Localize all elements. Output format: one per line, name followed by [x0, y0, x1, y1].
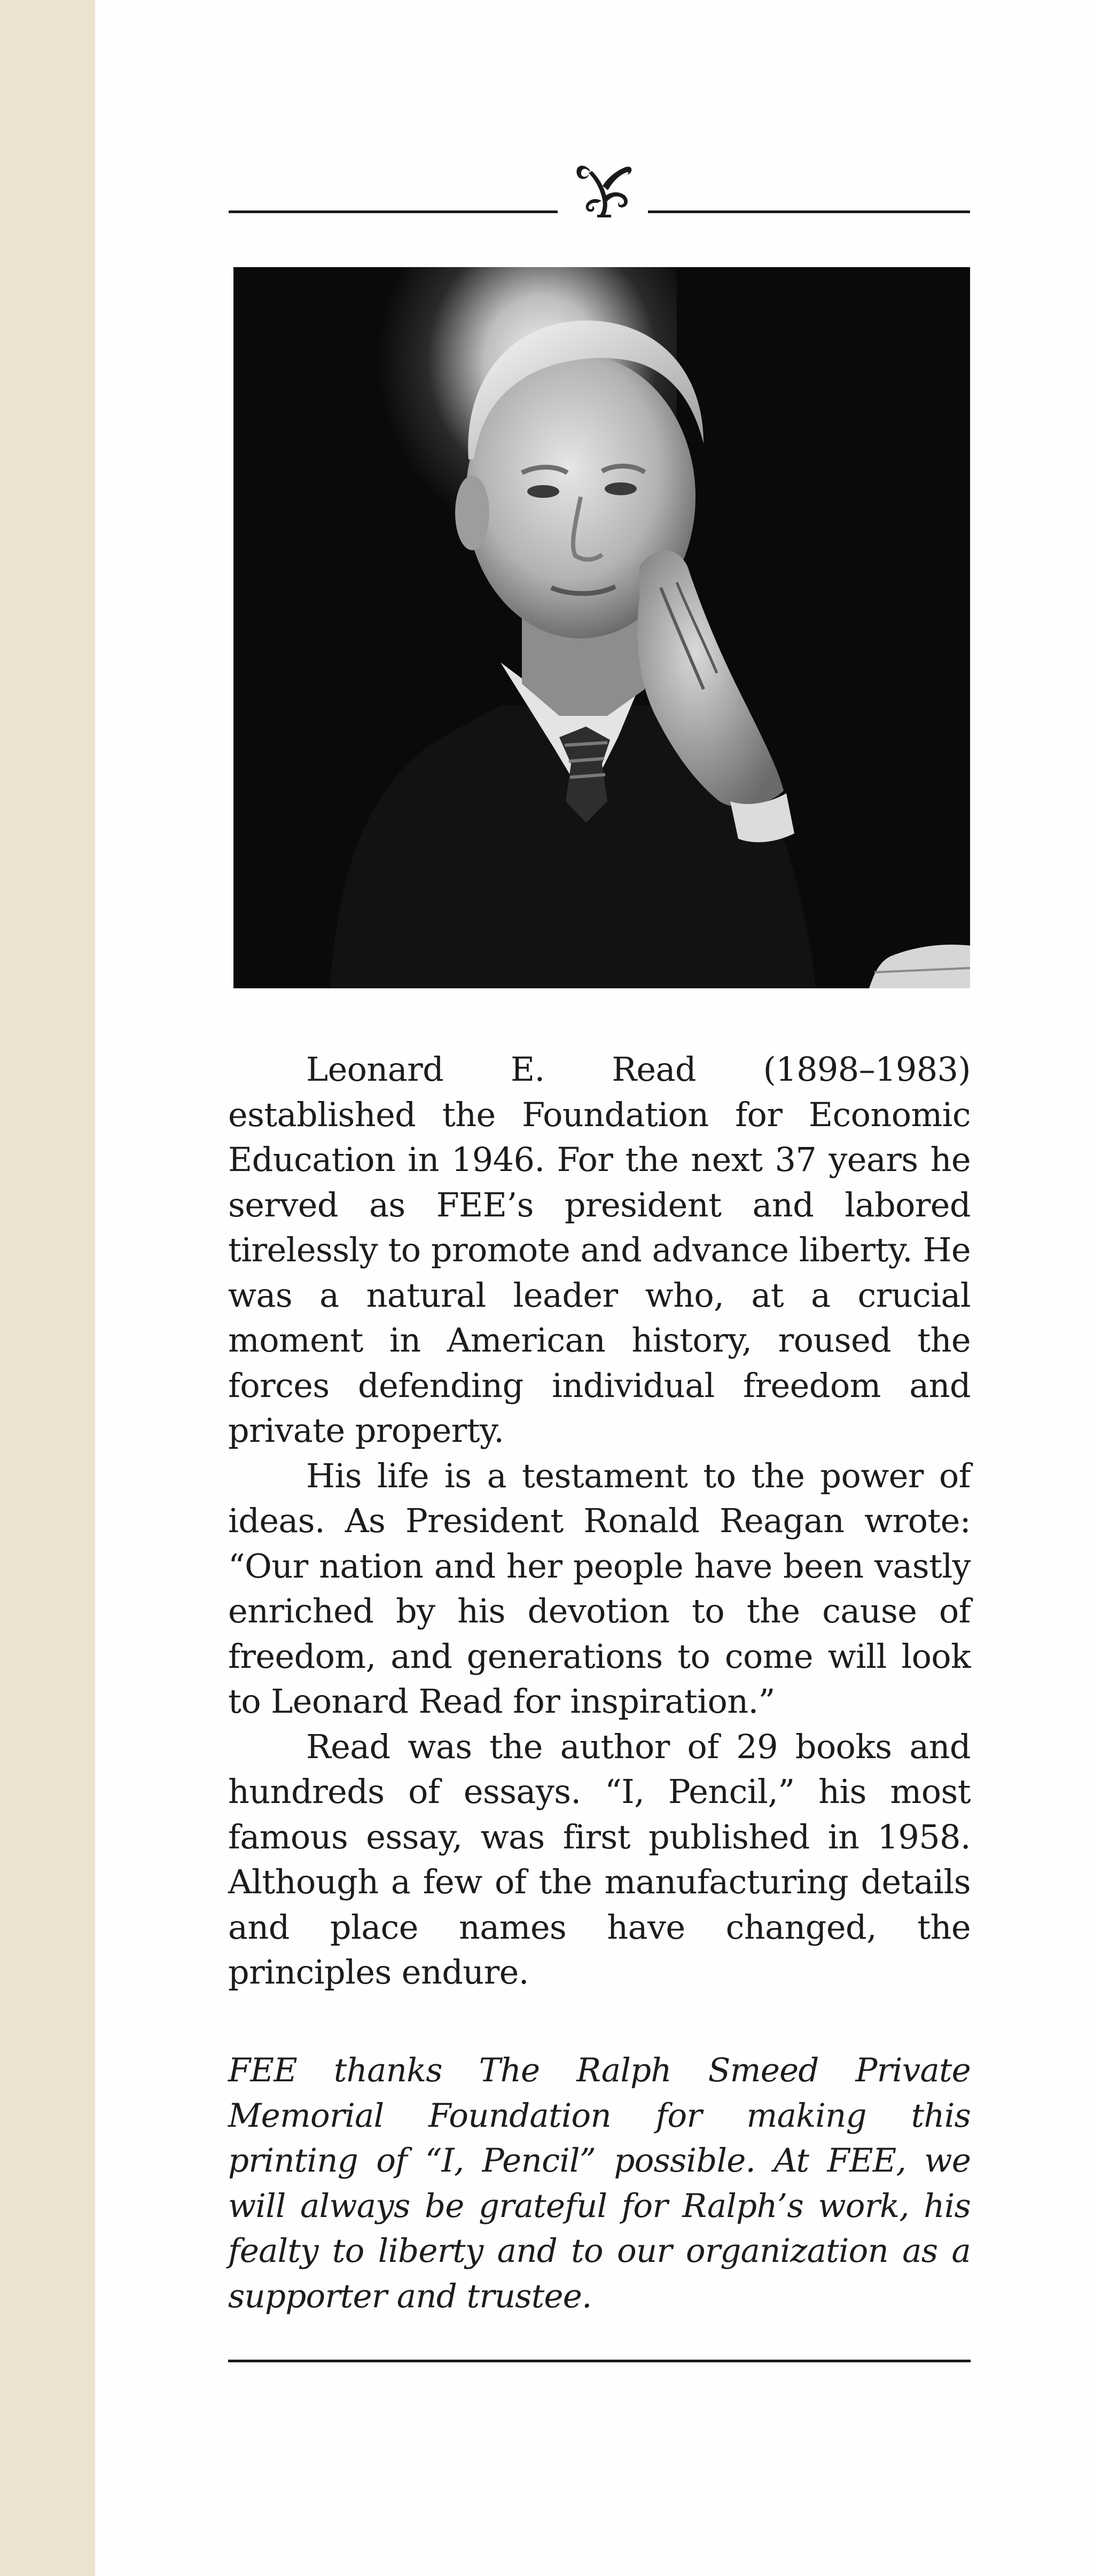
ornament-rule-left	[229, 210, 558, 213]
biography-paragraph: Leonard E. Read (1898–1983) established the Foundation for Economic Education in 1946. For the next 37 years he served as FEE’s president and labored tirelessly to promote and advance liberty. He was a natural leader who, at a crucial moment in American history, roused the forces defending individual freedom and private property.	[228, 1050, 971, 1450]
header-ornament-row	[229, 160, 970, 219]
fleuron-icon	[571, 160, 637, 219]
ornament-rule-right	[648, 210, 970, 213]
biography-paragraph: His life is a testament to the power of ideas. As President Ronald Reagan wrote: “Our nation and her people have been vastly enriched by his devotion to the cause of freedom, and generations to come will look to Leonard Read for inspiration.”	[228, 1456, 971, 1721]
acknowledgement-text: FEE thanks The Ralph Smeed Private Memorial Foundation for making this printing of “I, Pencil” possible. At FEE, we will always be grateful for Ralph’s work, his fealty to liberty and to our organization as a supporter and trustee.	[228, 2051, 971, 2315]
biography-text	[228, 1047, 971, 1995]
biography-paragraph: Read was the author of 29 books and hundreds of essays. “I, Pencil,” his most famous essay, was first published in 1958. Although a few of the manufacturing details and place names have changed, the principles endure.	[228, 1727, 971, 1992]
portrait-photo	[233, 267, 970, 988]
page-margin-band	[0, 0, 95, 2576]
footer-rule	[228, 2360, 971, 2362]
